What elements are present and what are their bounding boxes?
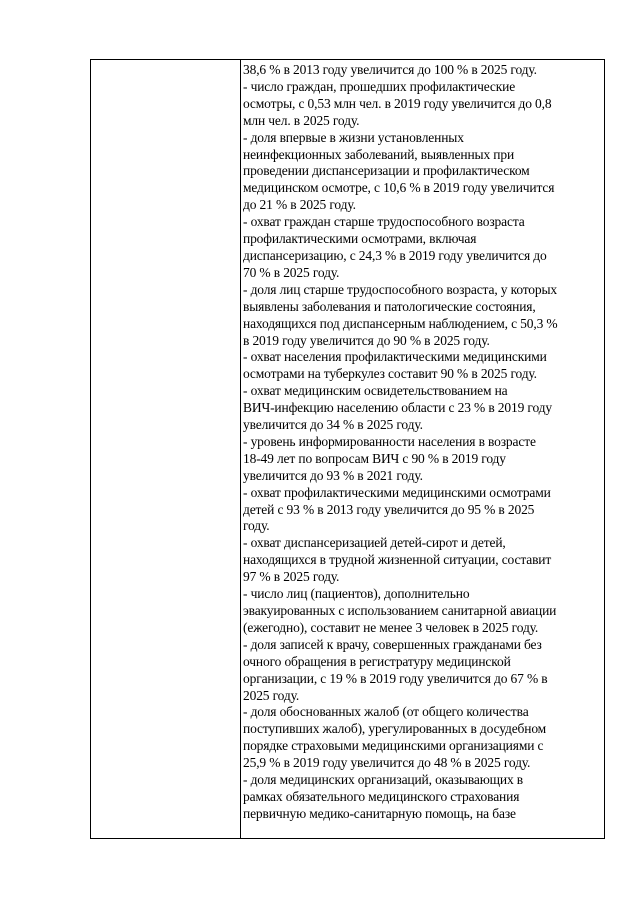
text-line: профилактическими осмотрами, включая	[243, 231, 477, 247]
text-line: - число лиц (пациентов), дополнительно	[243, 586, 470, 602]
text-line: 70 % в 2025 году.	[243, 264, 340, 280]
text-line: - число граждан, прошедших профилактические	[243, 78, 516, 94]
text-line: 38,6 % в 2013 году увеличится до 100 % в 2025 году.	[243, 62, 537, 77]
text-line: 97 % в 2025 году.	[243, 569, 340, 585]
text-line: - доля лиц старше трудоспособного возраста, у которых	[243, 281, 558, 297]
text-line: - доля записей к врачу, совершенных гражданами без	[243, 636, 542, 652]
text-line: рамках обязательного медицинского страхования	[243, 788, 520, 804]
text-line: детей с 93 % в 2013 году увеличится до 95 % в 2025	[243, 501, 535, 517]
text-line: диспансеризацию, с 24,3 % в 2019 году увеличится до	[243, 247, 547, 263]
text-line: первичную медико-санитарную помощь, на базе	[243, 805, 516, 821]
text-line: увеличится до 34 % в 2025 году.	[243, 417, 423, 433]
text-line: медицинском осмотре, с 10,6 % в 2019 году увеличится	[243, 180, 555, 196]
text-line: - доля впервые в жизни установленных	[243, 129, 464, 145]
text-line: порядке страховыми медицинскими организациями с	[243, 738, 544, 754]
text-line: - охват граждан старше трудоспособного возраста	[243, 214, 525, 230]
text-line: - доля медицинских организаций, оказывающих в	[243, 772, 524, 788]
text-line: - охват профилактическими медицинскими осмотрами	[243, 484, 551, 500]
text-line: - охват диспансеризацией детей-сирот и детей,	[243, 535, 506, 551]
text-line: 25,9 % в 2019 году увеличится до 48 % в 2025 году.	[243, 755, 531, 771]
text-line: организации, с 19 % в 2019 году увеличится до 67 % в	[243, 670, 548, 686]
table-right-cell	[243, 62, 603, 823]
text-line: осмотры, с 0,53 млн чел. в 2019 году увеличится до 0,8	[243, 95, 552, 111]
text-line: ВИЧ-инфекцию населению области с 23 % в 2019 году	[243, 400, 553, 416]
text-line: в 2019 году увеличится до 90 % в 2025 году.	[243, 332, 490, 348]
text-line: - уровень информированности населения в возрасте	[243, 433, 536, 449]
text-line: находящихся в трудной жизненной ситуации, составит	[243, 552, 552, 568]
text-line: находящихся под диспансерным наблюдением, с 50,3 %	[243, 315, 558, 331]
text-line: осмотрами на туберкулез составит 90 % в 2025 году.	[243, 366, 537, 382]
column-divider	[240, 60, 241, 838]
text-line: поступивших жалоб), урегулированных в досудебном	[243, 721, 547, 737]
text-line: 18-49 лет по вопросам ВИЧ с 90 % в 2019 году	[243, 450, 506, 466]
text-line: млн чел. в 2025 году.	[243, 112, 360, 128]
text-line: - доля обоснованных жалоб (от общего количества	[243, 704, 529, 720]
text-line: проведении диспансеризации и профилактическом	[243, 163, 530, 179]
text-line: очного обращения в регистратуру медицинской	[243, 653, 511, 669]
text-line: эвакуированных с использованием санитарной авиации	[243, 603, 557, 618]
text-line: до 21 % в 2025 году.	[243, 197, 356, 213]
text-line: - охват медицинским освидетельствованием на	[243, 383, 508, 399]
text-line: увеличится до 93 % в 2021 году.	[243, 467, 423, 483]
text-line: выявлены заболевания и патологические состояния,	[243, 298, 536, 314]
text-line: 2025 году.	[243, 687, 300, 703]
text-line: году.	[243, 518, 270, 534]
table-left-cell	[91, 60, 240, 838]
text-line: (ежегодно), составит не менее 3 человек в 2025 году.	[243, 619, 539, 635]
text-line: - охват населения профилактическими медицинскими	[243, 349, 547, 365]
text-line: неинфекционных заболеваний, выявленных при	[243, 146, 515, 162]
document-table	[90, 59, 605, 839]
